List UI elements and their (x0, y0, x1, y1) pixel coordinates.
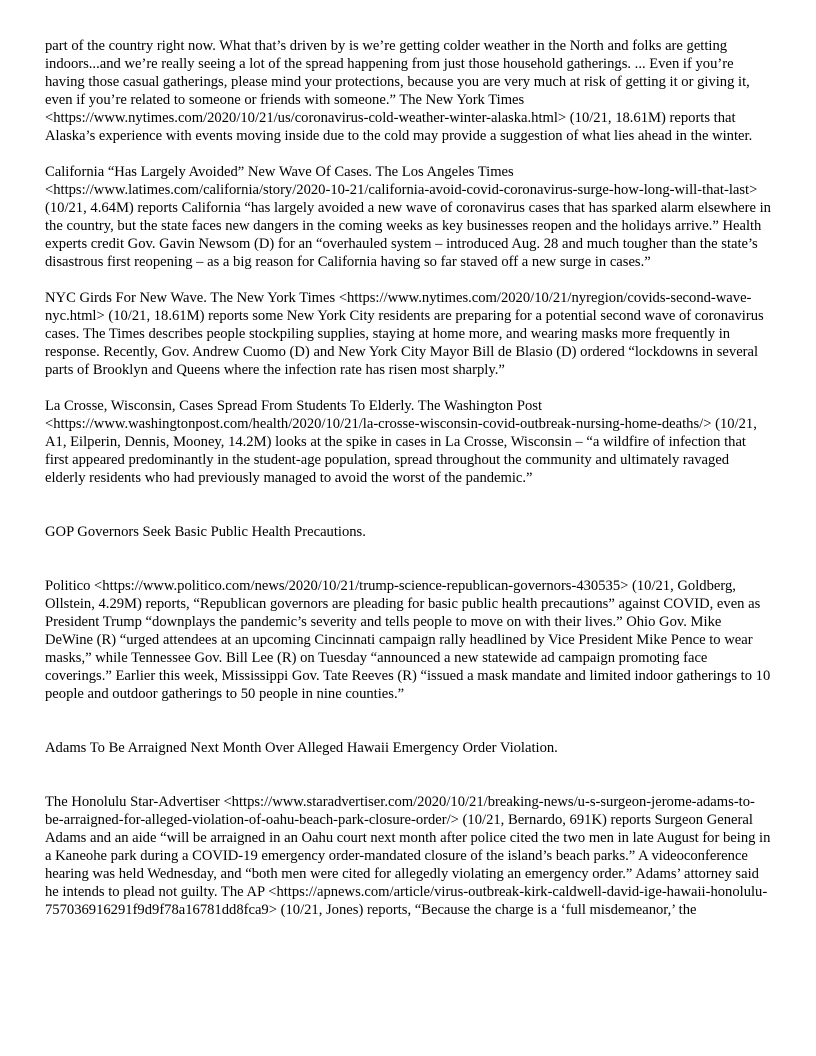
paragraph-honolulu: The Honolulu Star-Advertiser <https://www.staradvertiser.com/2020/10/21/breaking-news/u-s-surgeon-jerome-adams-to-be-arraigned-for-alleged-violation-of-oahu-beach-park-closure-order/> (10/21, Bernardo, 691K) reports Surgeon General Adams and an aide “will be arraigned in an Oahu court next month after police cited the two men in late August for being in a Kaneohe park during a COVID-19 emergency order-mandated closure of the island’s beach parks.” A videoconference hearing was held Wednesday, and “both men were cited for allegedly violating an emergency order.” Adams’ attorney said he intends to plead not guilty. The AP <https://apnews.com/article/virus-outbreak-kirk-caldwell-david-ige-hawaii-honolulu-757036916291f9d9f78a16781dd8fca9> (10/21, Jones) reports, “Because the charge is a ‘full misdemeanor,’ the (45, 794, 771, 918)
paragraph-alaska-continuation: part of the country right now. What that’s driven by is we’re getting colder weather in the North and folks are getting indoors...and we’re really seeing a lot of the spread happening from just those household gatherings. ... Even if you’re having those casual gatherings, please mind your protections, because you are very much at risk of getting it or giving it, even if you’re related to someone or friends with someone.” The New York Times <https://www.nytimes.com/2020/10/21/us/coronavirus-cold-weather-winter-alaska.html> (10/21, 18.61M) reports that Alaska’s experience with events moving inside due to the cold may provide a suggestion of what lies ahead in the winter. (45, 38, 753, 144)
paragraph-nyc: NYC Girds For New Wave. The New York Times <https://www.nytimes.com/2020/10/21/nyregion/covids-second-wave-nyc.html> (10/21, 18.61M) reports some New York City residents are preparing for a potential second wave of coronavirus cases. The Times describes people stockpiling supplies, staying at home more, and wearing masks more frequently in response. Recently, Gov. Andrew Cuomo (D) and New York City Mayor Bill de Blasio (D) ordered “lockdowns in several parts of Brooklyn and Queens where the infection rate has risen most sharply.” (45, 290, 764, 378)
section-heading-gop-governors: GOP Governors Seek Basic Public Health Precautions. (45, 524, 366, 540)
paragraph-la-crosse: La Crosse, Wisconsin, Cases Spread From Students To Elderly. The Washington Post <https://www.washingtonpost.com/health/2020/10/21/la-crosse-wisconsin-covid-outbreak-nursing-home-deaths/> (10/21, A1, Eilperin, Dennis, Mooney, 14.2M) looks at the spike in cases in La Crosse, Wisconsin – “a wildfire of infection that first appeared predominantly in the student-age population, spread throughout the community and ultimately ravaged elderly residents who had previously managed to avoid the worst of the pandemic.” (45, 398, 757, 486)
document-page (45, 37, 773, 937)
section-heading-adams: Adams To Be Arraigned Next Month Over Alleged Hawaii Emergency Order Violation. (45, 740, 558, 756)
paragraph-politico: Politico <https://www.politico.com/news/2020/10/21/trump-science-republican-governors-430535> (10/21, Goldberg, Ollstein, 4.29M) reports, “Republican governors are pleading for basic public health precautions” against COVID, even as President Trump “downplays the pandemic’s severity and tells people to move on with their lives.” Ohio Gov. Mike DeWine (R) “urged attendees at an upcoming Cincinnati campaign rally headlined by Vice President Mike Pence to wear masks,” while Tennessee Gov. Bill Lee (R) on Tuesday “announced a new statewide ad campaign promoting face coverings.” Earlier this week, Mississippi Gov. Tate Reeves (R) “issued a mask mandate and limited indoor gatherings to 10 people and outdoor gatherings to 50 people in nine counties.” (45, 578, 771, 702)
paragraph-california: California “Has Largely Avoided” New Wave Of Cases. The Los Angeles Times <https://www.latimes.com/california/story/2020-10-21/california-avoid-covid-coronavirus-surge-how-long-will-that-last> (10/21, 4.64M) reports California “has largely avoided a new wave of coronavirus cases that has sparked alarm elsewhere in the country, but the state faces new dangers in the coming weeks as key businesses reopen and the holidays arrive.” Health experts credit Gov. Gavin Newsom (D) for an “overhauled system – introduced Aug. 28 and much tougher than the state’s disastrous first reopening – as a big reason for California having so far staved off a new surge in cases.” (45, 164, 771, 270)
